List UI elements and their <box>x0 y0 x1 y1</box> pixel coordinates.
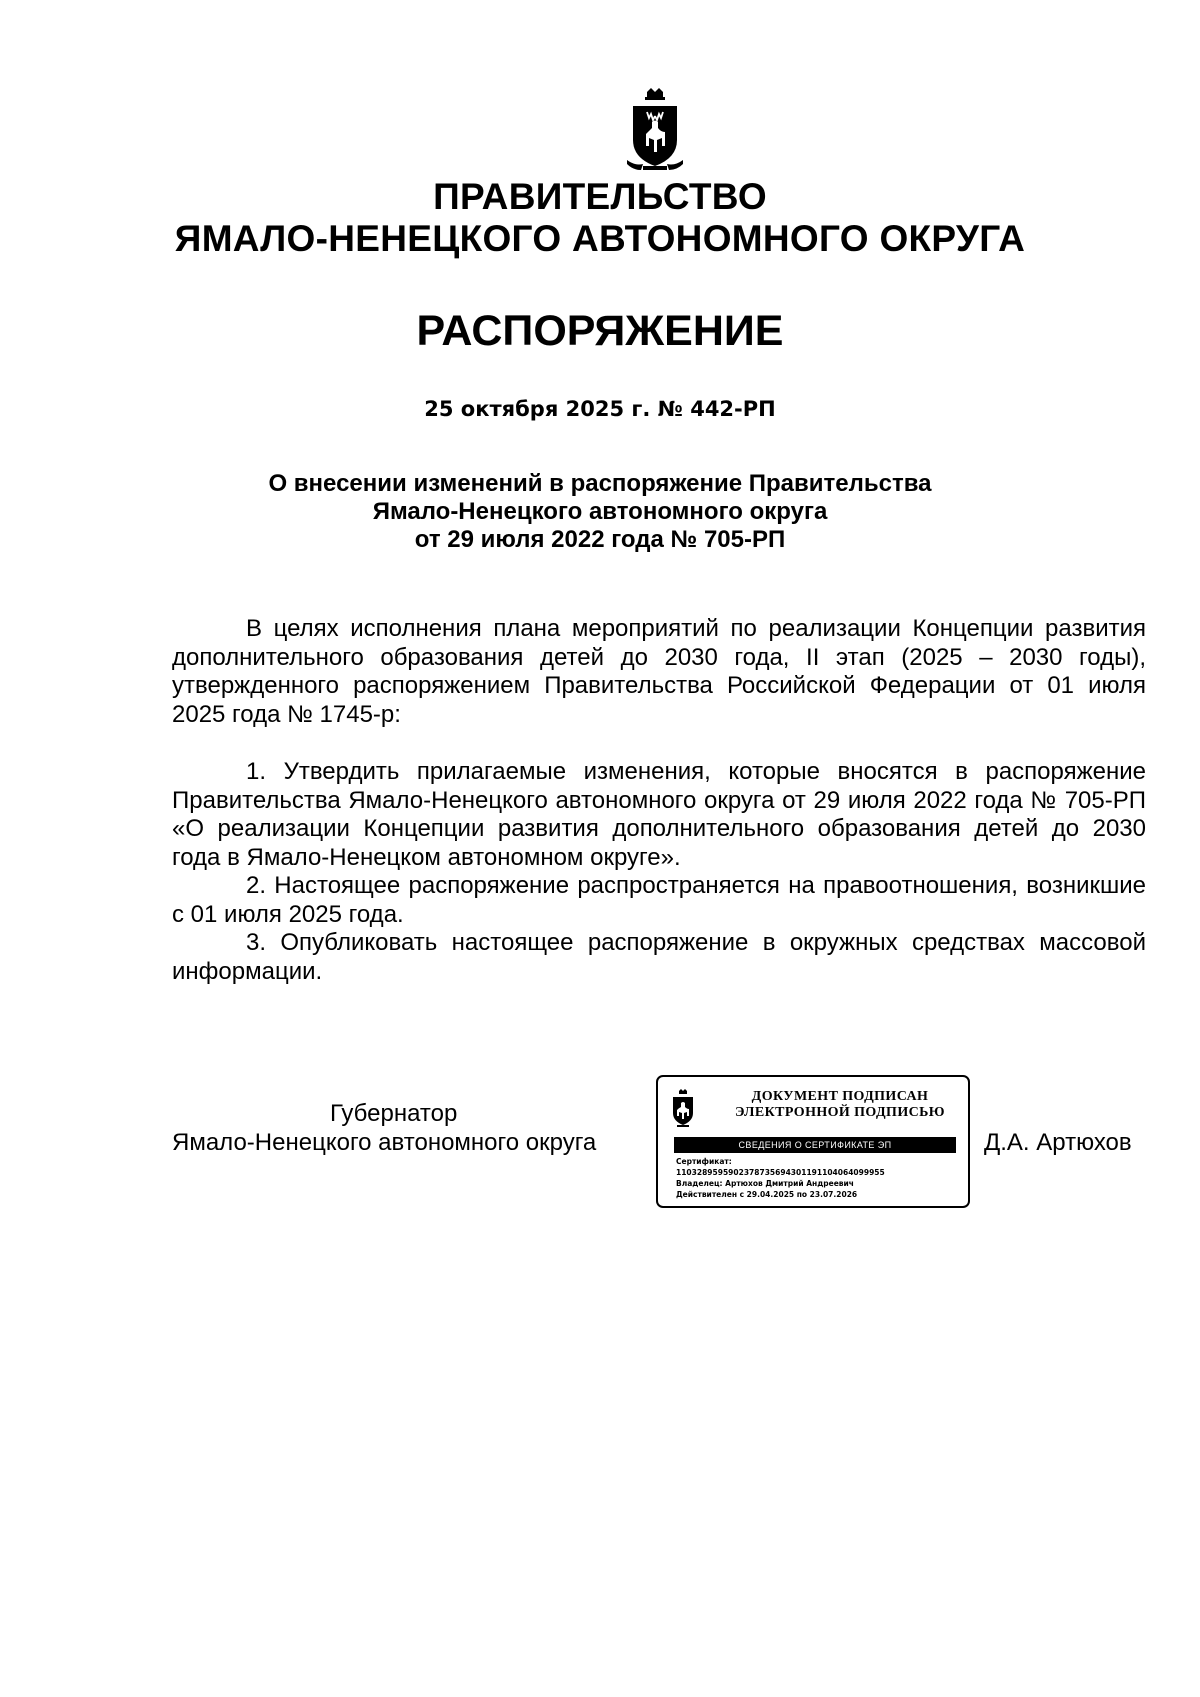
signatory-position <box>172 1099 642 1157</box>
subject-line2: Ямало-Ненецкого автономного округа <box>372 498 828 525</box>
order-item-1: 1. Утвердить прилагаемые изменения, которые вносятся в распоряжение Правительства Ямало-Ненецкого автономного округа от 29 июля 2022 года № 705-РП «О реализации Концепции развития дополнительного образования детей до 2030 года в Ямало-Ненецком автономном округе». <box>172 758 1146 871</box>
stamp-coat-of-arms-icon <box>670 1089 696 1129</box>
subject-line1: О внесении изменений в распоряжение Правительства <box>268 470 932 497</box>
signatory-name: Д.А. Артюхов <box>984 1129 1132 1156</box>
stamp-title-line2: ЭЛЕКТРОННОЙ ПОДПИСЬЮ <box>735 1105 945 1120</box>
order-item-2: 2. Настоящее распоряжение распространяется на правоотношения, возникшие с 01 июля 2025 года. <box>172 872 1146 928</box>
preamble-paragraph: В целях исполнения плана мероприятий по реализации Концепции развития дополнительного образования детей до 2030 года, II этап (2025 – 2030 годы), утвержденного распоряжением Правительства Российской Федерации от 01 июля 2025 года № 1745-р: <box>172 615 1146 728</box>
certificate-info-bar: СВЕДЕНИЯ О СЕРТИФИКАТЕ ЭП <box>674 1137 956 1153</box>
order-items <box>172 758 1146 986</box>
document-date-number: 25 октября 2025 г. № 442-РП <box>424 397 776 421</box>
certificate-owner: Владелец: Артюхов Дмитрий Андреевич <box>676 1179 854 1188</box>
certificate-details <box>676 1156 885 1200</box>
order-item-3: 3. Опубликовать настоящее распоряжение в окружных средствах массовой информации. <box>172 929 1146 985</box>
signatory-position-line1: Губернатор <box>330 1100 458 1127</box>
preamble <box>172 615 1146 729</box>
stamp-title <box>716 1089 964 1121</box>
certificate-validity: Действителен с 29.04.2025 по 23.07.2026 <box>676 1190 858 1199</box>
yamal-coat-of-arms-icon <box>625 86 685 174</box>
document-kind: РАСПОРЯЖЕНИЕ <box>416 307 784 355</box>
government-title-line1: ПРАВИТЕЛЬСТВО <box>433 176 767 217</box>
certificate-number: 1103289595902378735694301191104064099955 <box>676 1168 885 1177</box>
stamp-title-line1: ДОКУМЕНТ ПОДПИСАН <box>751 1089 929 1104</box>
government-title <box>0 176 1200 260</box>
document-subject <box>0 470 1200 554</box>
signatory-position-line2: Ямало-Ненецкого автономного округа <box>172 1129 597 1156</box>
subject-line3: от 29 июля 2022 года № 705-РП <box>414 526 786 553</box>
certificate-label: Сертификат: <box>676 1157 732 1166</box>
electronic-signature-stamp <box>656 1075 970 1208</box>
government-title-line2: ЯМАЛО-НЕНЕЦКОГО АВТОНОМНОГО ОКРУГА <box>174 218 1026 259</box>
